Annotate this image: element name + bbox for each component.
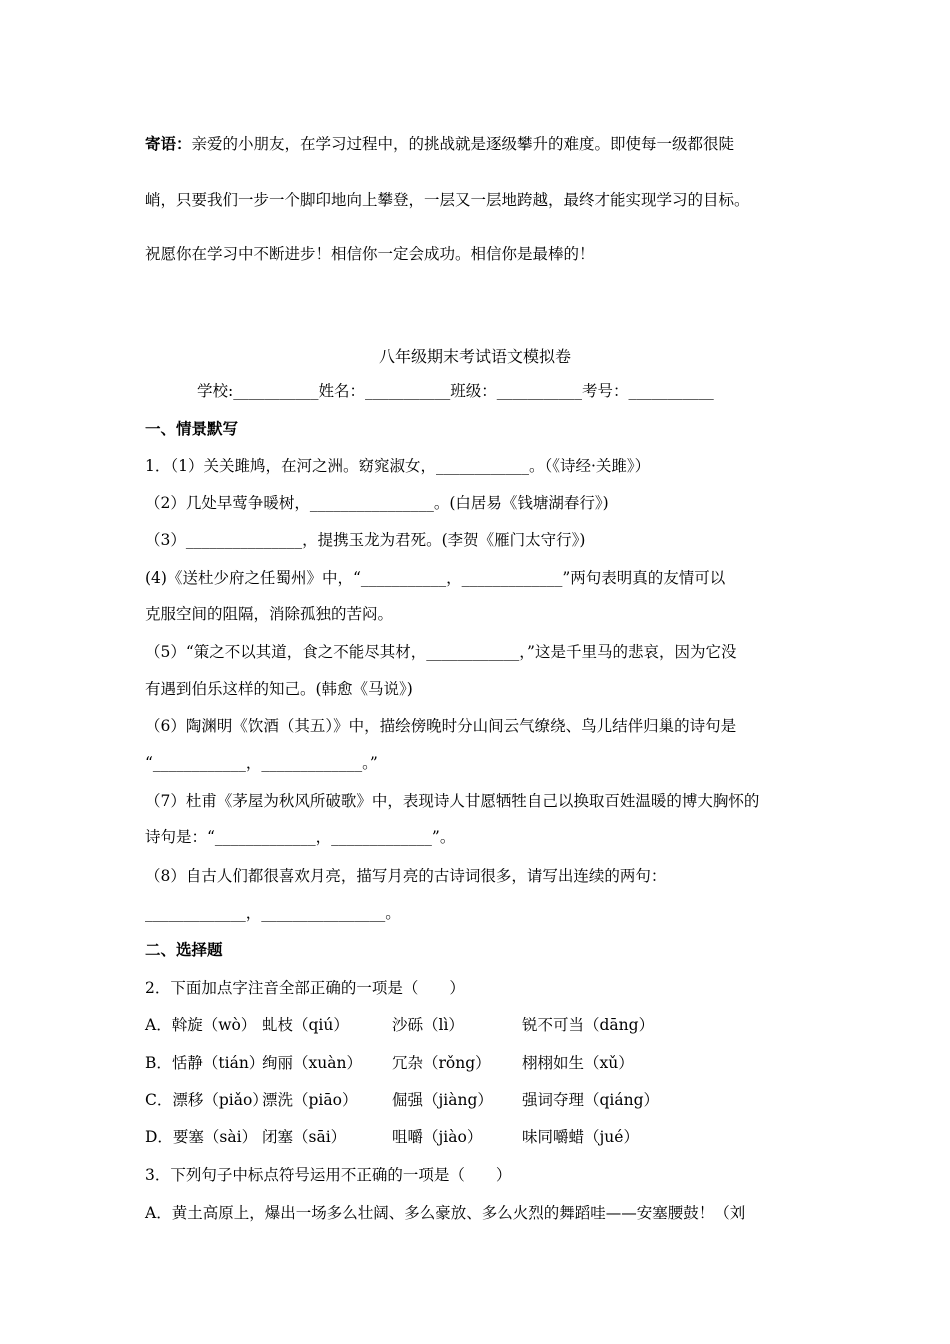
question-line: （7）杜甫《茅屋为秋风所破歌》中，表现诗人甘愿牺牲自己以换取百姓温暖的博大胸怀的 (145, 792, 760, 810)
question-line: “____________，_____________。” (145, 754, 378, 772)
option-item: D．要塞（sài） (145, 1128, 258, 1146)
student-info-line: 学校:___________姓名：___________班级：___________考号：___________ (197, 382, 714, 400)
question-line: （6）陶渊明《饮酒（其五）》中，描绘傍晚时分山间云气缭绕、鸟儿结伴归巢的诗句是 (145, 717, 737, 735)
option-item: 味同嚼蜡（jué） (522, 1128, 639, 1146)
question-line: （8）自古人们都很喜欢月亮，描写月亮的古诗词很多，请写出连续的两句： (145, 867, 667, 885)
question-line: 诗句是：“_____________，_____________”。 (145, 828, 456, 846)
option-item: C．漂移（piǎo） (145, 1091, 268, 1109)
question-line: （2）几处早莺争暖树，________________。(白居易《钱塘湖春行》) (145, 494, 609, 512)
option-c (145, 1090, 659, 1110)
option-a (145, 1015, 654, 1035)
option-item: 冗杂（rǒng） (392, 1054, 491, 1072)
greeting-line-1 (145, 134, 734, 154)
question-line: 有遇到伯乐这样的知己。(韩愈《马说》) (145, 680, 413, 698)
question-line: (4)《送杜少府之任蜀州》中，“___________，_____________”两句表明真的友情可以 (145, 569, 726, 587)
greeting-line-2: 峭，只要我们一步一个脚印地向上攀登，一层又一层地跨越，最终才能实现学习的目标。 (145, 191, 750, 209)
option-item: 虬枝（qiú） (262, 1016, 349, 1034)
option-item: 绚丽（xuàn） (262, 1054, 362, 1072)
option-item: 栩栩如生（xǔ） (522, 1054, 634, 1072)
greeting-line-3: 祝愿你在学习中不断进步！相信你一定会成功。相信你是最棒的！ (145, 245, 595, 263)
option-b (145, 1053, 634, 1073)
option-item: A．斡旋（wò） (145, 1016, 257, 1034)
option-item: 沙砾（lì） (392, 1016, 464, 1034)
option-item: 强词夺理（qiáng） (522, 1091, 660, 1109)
option-item: 锐不可当（dāng） (522, 1016, 655, 1034)
question-line: _____________，________________。 (145, 904, 401, 922)
question-3-stem: 3．下列句子中标点符号运用不正确的一项是（ ） (145, 1166, 512, 1184)
option-item: 倔强（jiàng） (392, 1091, 493, 1109)
question-line: （3）_______________，提携玉龙为君死。(李贺《雁门太守行》) (145, 531, 586, 549)
section-1-heading: 一、情景默写 (145, 419, 239, 438)
option-d (145, 1127, 639, 1147)
exam-title: 八年级期末考试语文模拟卷 (378, 347, 571, 366)
greeting-label: 寄语： (145, 134, 192, 153)
option-item: B．恬静（tián） (145, 1054, 265, 1072)
greeting-text-1: 亲爱的小朋友，在学习过程中，的挑战就是逐级攀升的难度。即使每一级都很陡 (191, 135, 735, 153)
option-item: 闭塞（sāi） (262, 1128, 347, 1146)
option-item: 漂洗（piāo） (262, 1091, 358, 1109)
option-item: 咀嚼（jiào） (392, 1128, 483, 1146)
question-2-stem: 2．下面加点字注音全部正确的一项是（ ） (145, 979, 465, 997)
section-2-heading: 二、选择题 (145, 940, 223, 959)
question-line: 克服空间的阻隔，消除孤独的苦闷。 (145, 605, 394, 623)
question-line: （5）“策之不以其道，食之不能尽其材，____________，”这是千里马的悲哀，因为它没 (145, 643, 737, 661)
question-3-option-a: A．黄土高原上，爆出一场多么壮阔、多么豪放、多么火烈的舞蹈哇——安塞腰鼓！（刘 (145, 1204, 746, 1222)
question-line: 1．（1）关关雎鸠，在河之洲。窈窕淑女，____________。（《诗经·关雎》） (145, 457, 651, 475)
